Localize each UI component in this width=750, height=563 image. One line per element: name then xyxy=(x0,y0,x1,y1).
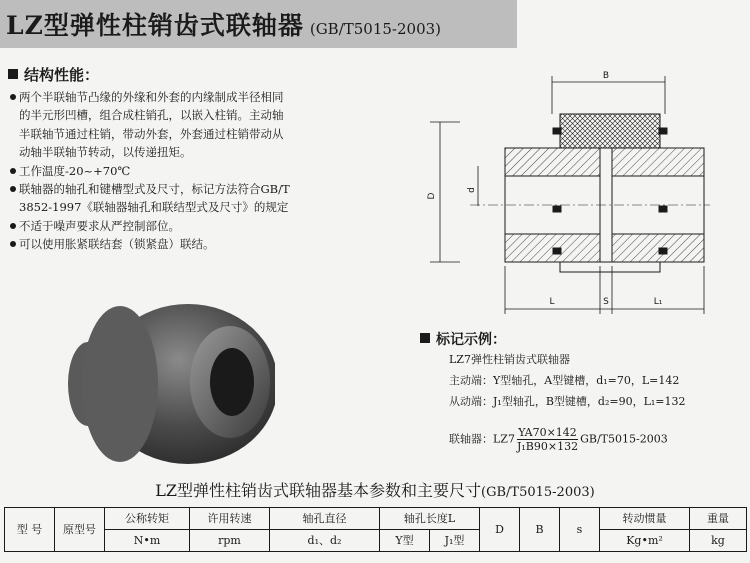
header-inertia: 转动惯量 xyxy=(600,508,690,530)
page-title xyxy=(6,6,441,42)
performance-line xyxy=(10,143,350,161)
performance-line-text: 3852-1997《联轴器轴孔和联结型式及尺寸》的规定 xyxy=(19,200,289,215)
header-speed-unit: rpm xyxy=(190,530,270,552)
label-d-bore: d xyxy=(467,187,477,193)
header-weight-unit: kg xyxy=(690,530,747,552)
marking-line: LZ7弹性柱销齿式联轴器 xyxy=(449,353,570,366)
table-title-standard: (GB/T5015-2003) xyxy=(481,485,595,500)
formula-prefix: 联轴器：LZ7 xyxy=(449,432,515,446)
table-title-text: LZ型弹性柱销齿式联轴器基本参数和主要尺寸 xyxy=(155,481,482,500)
header-d: D xyxy=(480,508,520,552)
formula-suffix: GB/T5015-2003 xyxy=(580,432,668,446)
header-s: s xyxy=(560,508,600,552)
performance-line xyxy=(10,217,350,235)
performance-heading-text: 结构性能： xyxy=(24,66,100,84)
title-standard: (GB/T5015-2003) xyxy=(309,20,442,38)
parameter-table xyxy=(4,507,747,552)
dimension-lines xyxy=(430,76,704,314)
label-d-outer: D xyxy=(427,192,437,200)
header-weight: 重量 xyxy=(690,508,747,530)
marking-heading xyxy=(420,329,506,349)
label-l: L xyxy=(549,297,555,307)
bullet-dot-icon xyxy=(10,94,16,100)
label-l1: L₁ xyxy=(653,297,663,307)
performance-line-text: 半联轴节通过柱销，带动外套，外套通过柱销带动从 xyxy=(19,126,284,141)
performance-line xyxy=(10,180,350,198)
marking-formula xyxy=(449,426,668,453)
performance-line-text: 的半元形凹槽，组合成柱销孔，以嵌入柱销。主动轴 xyxy=(19,108,284,123)
header-bore-unit: d₁、d₂ xyxy=(270,530,380,552)
bullet-dot-icon xyxy=(10,186,16,192)
performance-line xyxy=(10,88,350,106)
label-s: S xyxy=(603,297,609,307)
bullet-dot-icon xyxy=(10,168,16,174)
table-subheader-row xyxy=(5,530,747,552)
header-b: B xyxy=(520,508,560,552)
performance-list xyxy=(10,88,350,254)
performance-line-text: 不适于噪声要求从严控制部位。 xyxy=(19,218,180,233)
performance-line xyxy=(10,106,350,124)
header-speed: 许用转速 xyxy=(190,508,270,530)
coupling-photo xyxy=(60,296,275,466)
performance-line xyxy=(10,125,350,143)
label-b: B xyxy=(602,71,610,81)
bullet-dot-icon xyxy=(10,241,16,247)
formula-numerator: YA70×142 xyxy=(518,426,577,439)
performance-line-text: 两个半联轴节凸缘的外缘和外套的内缘制成半径相同 xyxy=(19,90,284,104)
header-length: 轴孔长度L xyxy=(380,508,480,530)
performance-line-text: 联轴器的轴孔和键槽型式及尺寸，标记方法符合GB/T xyxy=(19,182,290,197)
table-header-row xyxy=(5,508,747,530)
marking-line: 主动端：Y型轴孔，A型键槽，d₁=70，L=142 xyxy=(449,374,680,387)
square-bullet-icon xyxy=(420,333,430,343)
header-torque: 公称转矩 xyxy=(105,508,190,530)
header-orig-model: 原型号 xyxy=(55,508,105,552)
performance-line-text: 动轴半联轴节转动，以传递扭矩。 xyxy=(19,145,192,160)
header-bore: 轴孔直径 xyxy=(270,508,380,530)
header-length-y: Y型 xyxy=(380,530,430,552)
square-bullet-icon xyxy=(8,69,18,79)
table-title xyxy=(0,478,750,501)
header-torque-unit: N•m xyxy=(105,530,190,552)
bullet-dot-icon xyxy=(10,223,16,229)
performance-line xyxy=(10,198,350,216)
formula-fraction xyxy=(517,426,578,453)
marking-heading-text: 标记示例： xyxy=(436,332,506,348)
marking-lines xyxy=(449,349,686,412)
performance-line xyxy=(10,235,350,253)
performance-line xyxy=(10,162,350,180)
marking-line: 从动端：J₁型轴孔，B型键槽，d₂=90，L₁=132 xyxy=(449,395,686,408)
header-inertia-unit: Kg•m² xyxy=(600,530,690,552)
performance-line-text: 工作温度-20~+70℃ xyxy=(19,163,131,178)
header-length-j: J₁型 xyxy=(430,530,480,552)
coupling-drawing xyxy=(410,66,710,316)
performance-line-text: 可以使用胀紧联结套（锁紧盘）联结。 xyxy=(19,237,215,252)
title-main: LZ型弹性柱销齿式联轴器 xyxy=(6,11,304,40)
performance-heading xyxy=(8,64,99,85)
header-model: 型 号 xyxy=(5,508,55,552)
formula-denominator: J₁B90×132 xyxy=(516,440,579,453)
